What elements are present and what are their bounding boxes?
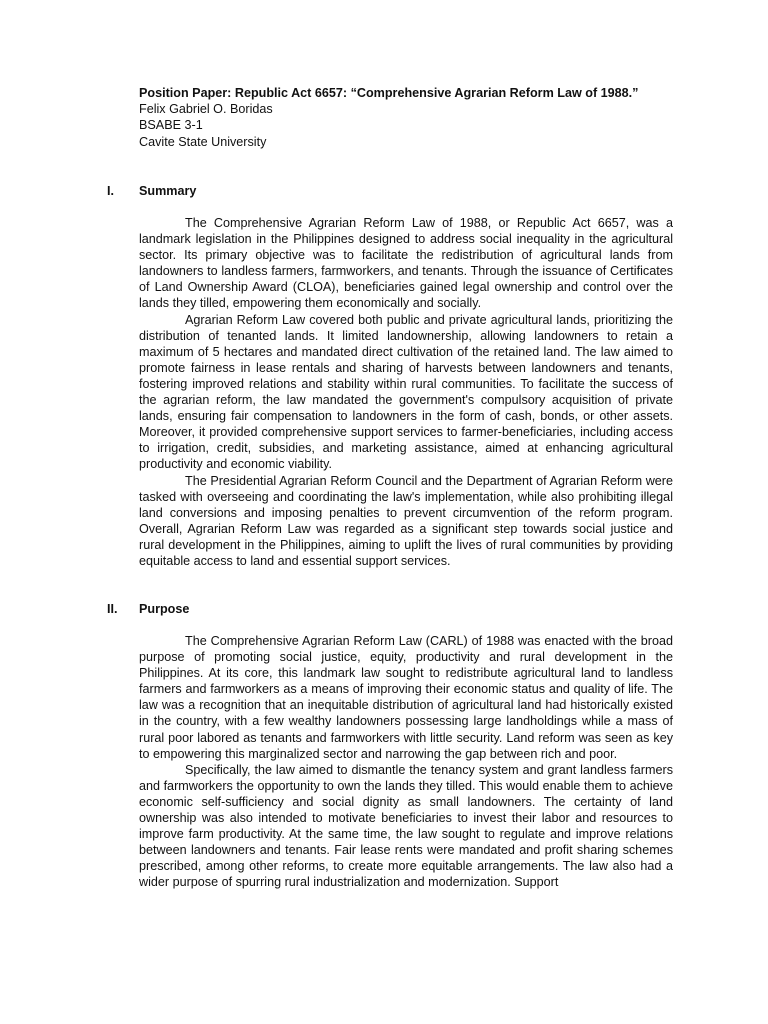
document-header	[139, 85, 679, 150]
paragraph: The Comprehensive Agrarian Reform Law (CARL) of 1988 was enacted with the broad purpose of promoting social justice, equity, productivity and rural development in the Philippines. At its core, this landmark law sought to redistribute agricultural land to landless farmers and farmworkers as a means of improving their economic status and quality of life. The law was a recognition that an inequitable distribution of agricultural land had historically existed in the country, with a few wealthy landowners possessing large landholdings while a mass of rural poor labored as tenants and farmworkers with little security. Land reform was seen as key to empowering this marginalized sector and narrowing the gap between rich and poor.	[139, 634, 673, 761]
paragraph: The Presidential Agrarian Reform Council and the Department of Agrarian Reform were tasked with overseeing and coordinating the law's implementation, while also prohibiting illegal land conversions and imposing penalties to prevent circumvention of the reform program. Overall, Agrarian Reform Law was regarded as a significant step towards social justice and rural development in the Philippines, aiming to uplift the lives of rural communities by providing equitable access to land and essential support services.	[139, 473, 673, 568]
section-number: II.	[107, 602, 118, 616]
paragraph: Specifically, the law aimed to dismantle the tenancy system and grant landless farmers and farmworkers the opportunity to own the lands they tilled. This would enable them to achieve economic self-sufficiency and social dignity as small landowners. The certainty of land ownership was also intended to motivate beneficiaries to invest their labor and resources to improve farm productivity. At the same time, the law sought to regulate and improve relations between landowners and tenants. Fair lease rents were mandated and profit sharing schemes prescribed, among other reforms, to create more equitable arrangements. The law also had a wider purpose of spurring rural industrialization and modernization. Support	[139, 762, 673, 890]
school-name: Cavite State University	[139, 134, 267, 149]
paragraph: Agrarian Reform Law covered both public and private agricultural lands, prioritizing the distribution of tenanted lands. It limited landownership, allowing landowners to retain a maximum of 5 hectares and mandated direct cultivation of the retained land. The law aimed to promote fairness in lease rentals and sharing of harvests between landowners and tenants, fostering improved relations and stability within rural communities. To facilitate the success of the agrarian reform, the law mandated the government's compulsory acquisition of private lands, ensuring fair compensation to landowners in the form of cash, bonds, or other assets. Moreover, it provided comprehensive support services to farmer-beneficiaries, including access to irrigation, credit, subsidies, and marketing assistance, aimed at enhancing agricultural productivity and economic viability.	[139, 312, 673, 472]
paper-title: Position Paper: Republic Act 6657: “Comprehensive Agrarian Reform Law of 1988.”	[139, 86, 639, 100]
section-title: Summary	[139, 184, 197, 198]
summary-body	[139, 215, 673, 569]
course-section: BSABE 3-1	[139, 118, 203, 133]
section-title: Purpose	[139, 602, 190, 616]
paragraph: The Comprehensive Agrarian Reform Law of 1988, or Republic Act 6657, was a landmark legislation in the Philippines designed to address social inequality in the agricultural sector. Its primary objective was to facilitate the redistribution of agricultural lands from landowners to landless farmers, farmworkers, and tenants. Through the issuance of Certificates of Land Ownership Award (CLOA), beneficiaries gained legal ownership and control over the lands they tilled, empowering them economically and socially.	[139, 216, 673, 311]
section-number: I.	[107, 184, 114, 198]
purpose-body	[139, 633, 673, 891]
author-name: Felix Gabriel O. Boridas	[139, 102, 273, 117]
